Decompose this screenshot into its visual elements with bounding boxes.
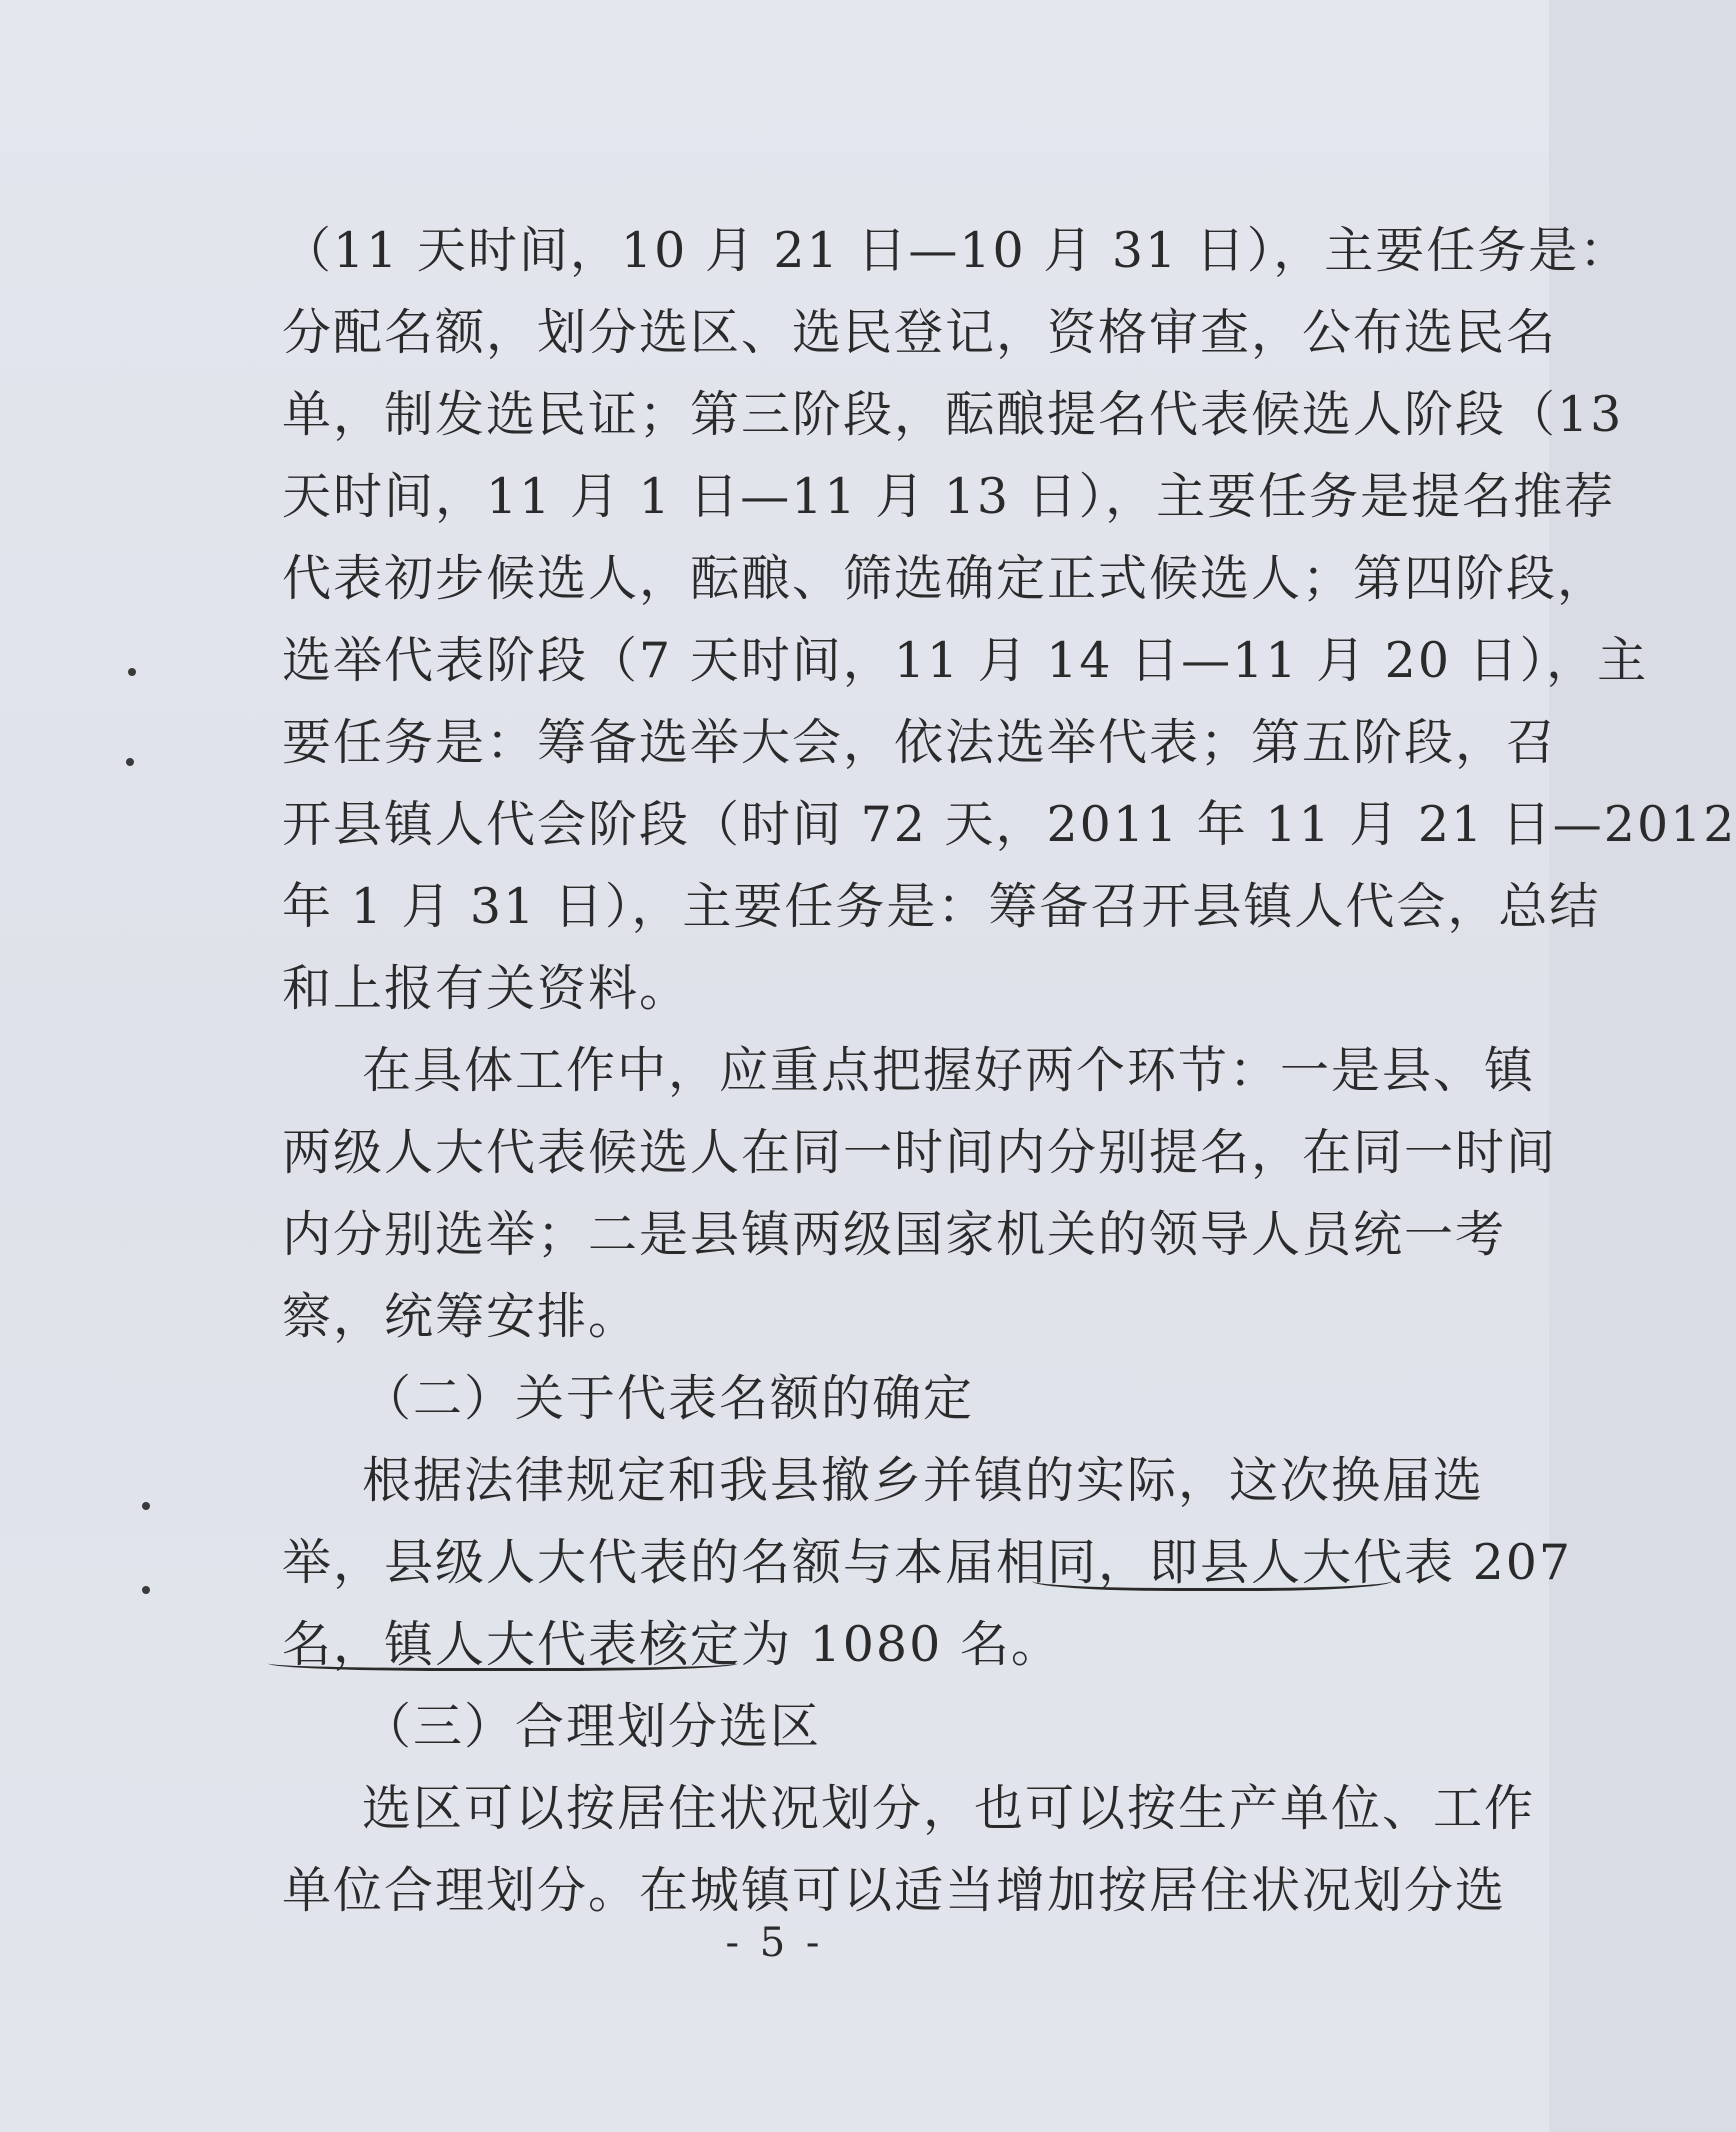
text-line: 选举代表阶段（7 天时间，11 月 14 日—11 月 20 日），主 bbox=[282, 632, 1649, 689]
binding-hole-mark bbox=[128, 668, 136, 676]
text-line: 根据法律规定和我县撤乡并镇的实际，这次换届选 bbox=[362, 1452, 1485, 1509]
text-line: 天时间，11 月 1 日—11 月 13 日），主要任务是提名推荐 bbox=[282, 468, 1616, 525]
text-line: （11 天时间，10 月 21 日—10 月 31 日），主要任务是： bbox=[282, 222, 1631, 279]
text-line: 选区可以按居住状况划分，也可以按生产单位、工作 bbox=[362, 1780, 1536, 1837]
paragraph-stages bbox=[282, 210, 1736, 1030]
text-line: 单，制发选民证；第三阶段，酝酿提名代表候选人阶段（13 bbox=[282, 386, 1624, 443]
text-line: 代表初步候选人，酝酿、筛选确定正式候选人；第四阶段， bbox=[282, 550, 1609, 607]
text-line: 名，镇人大代表核定为 1080 名。 bbox=[282, 1616, 1062, 1673]
section-heading: （三）合理划分选区 bbox=[362, 1698, 822, 1755]
binding-hole-mark bbox=[142, 1502, 150, 1510]
paragraph-key-points bbox=[282, 1030, 1558, 1358]
text-line: 要任务是：筹备选举大会，依法选举代表；第五阶段，召 bbox=[282, 714, 1558, 771]
text-line: 两级人大代表候选人在同一时间内分别提名，在同一时间 bbox=[282, 1124, 1558, 1181]
binding-hole-mark bbox=[126, 758, 134, 766]
text-line: 开县镇人代会阶段（时间 72 天，2011 年 11 月 21 日—2012 bbox=[282, 796, 1736, 853]
text-line: 内分别选举；二是县镇两级国家机关的领导人员统一考 bbox=[282, 1206, 1507, 1263]
paragraph-quota bbox=[282, 1440, 1573, 1686]
text-line: 举，县级人大代表的名额与本届相同，即县人大代表 207 bbox=[282, 1534, 1573, 1591]
text-line: 察，统筹安排。 bbox=[282, 1288, 640, 1345]
text-line: 年 1 月 31 日），主要任务是：筹备召开县镇人代会，总结 bbox=[282, 878, 1601, 935]
section-heading: （二）关于代表名额的确定 bbox=[362, 1370, 975, 1427]
text-line: 分配名额，划分选区、选民登记，资格审查，公布选民名 bbox=[282, 304, 1558, 361]
text-line: 单位合理划分。在城镇可以适当增加按居住状况划分选 bbox=[282, 1862, 1507, 1919]
body-text bbox=[282, 210, 1736, 1932]
text-line: 和上报有关资料。 bbox=[282, 960, 691, 1017]
binding-hole-mark bbox=[142, 1586, 150, 1594]
handwritten-underline bbox=[1032, 1566, 1392, 1591]
text-line: 在具体工作中，应重点把握好两个环节：一是县、镇 bbox=[362, 1042, 1536, 1099]
handwritten-underline bbox=[268, 1652, 738, 1671]
paragraph-districts bbox=[282, 1768, 1536, 1932]
page-number: - 5 - bbox=[725, 1920, 824, 1966]
